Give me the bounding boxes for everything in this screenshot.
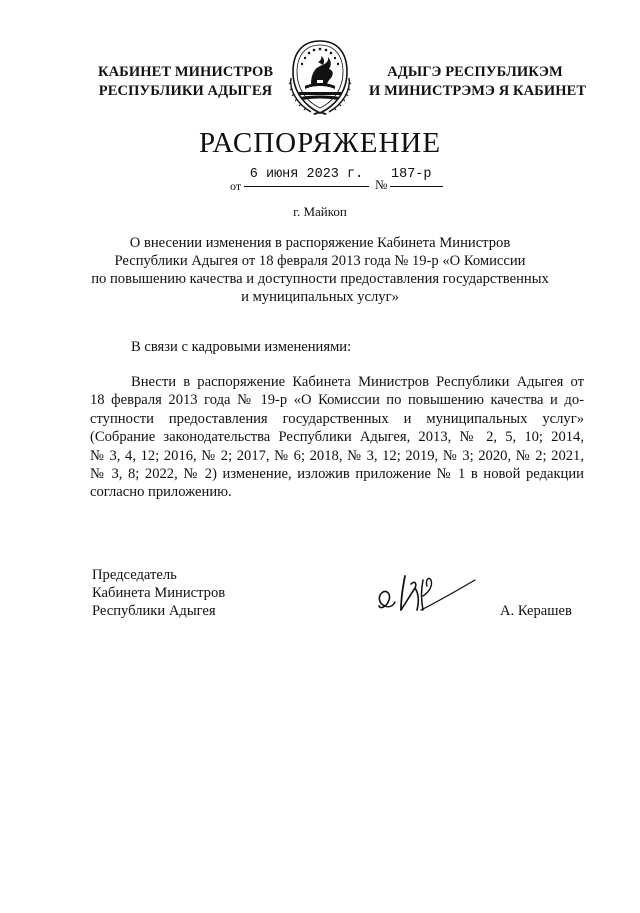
paragraph-line: 18 февраля 2013 года № 19-р «О Комиссии по повышению качества и до- <box>90 392 584 409</box>
main-paragraph <box>90 373 584 502</box>
paragraph-line: Внести в распоряжение Кабинета Министров Республики Адыгея от <box>131 374 584 390</box>
issuer-name-adyghe <box>369 63 587 101</box>
paragraph-line: № 3, 4, 12; 2016, № 2; 2017, № 6; 2018, № 3, 12; 2019, № 3; 2020, № 2; 2021, <box>90 447 584 464</box>
preamble: В связи с кадровыми изменениями: <box>131 339 352 355</box>
paragraph-line: № 3, 8; 2022, № 2) изменение, изложив приложение № 1 в новой редакции <box>90 466 584 483</box>
number-label: № <box>375 177 388 192</box>
city: г. Майкоп <box>293 204 347 219</box>
document-date: 6 июня 2023 г. <box>244 166 369 187</box>
subject-line: и муниципальных услуг» <box>241 289 399 305</box>
subject-line: О внесении изменения в распоряжение Кабинета Министров <box>129 235 511 251</box>
position-line: Кабинета Министров <box>92 585 226 601</box>
paragraph-line: (Собрание законодательства Республики Адыгея, 2013, № 2, 5, 10; 2014, <box>90 429 584 446</box>
issuer-line-1-adyghe: АДЫГЭ РЕСПУБЛИКЭМ <box>387 64 563 80</box>
issuer-line-1: КАБИНЕТ МИНИСТРОВ <box>98 64 274 80</box>
subject-line: Республики Адыгея от 18 февраля 2013 года № 19-р «О Комиссии <box>114 253 526 269</box>
subject-line: по повышению качества и доступности предоставления государственных <box>91 271 549 287</box>
document-number: 187-р <box>390 166 443 187</box>
document-title: РАСПОРЯЖЕНИЕ <box>198 127 442 159</box>
position-line: Республики Адыгея <box>92 603 216 619</box>
handwritten-signature-icon <box>371 566 481 622</box>
document-subject <box>60 234 580 306</box>
date-and-number-line <box>0 166 640 196</box>
signatory-position <box>92 566 225 620</box>
paragraph-line: ступности предоставления государственных и муниципальных услуг» <box>90 410 584 427</box>
paragraph-line: согласно приложению. <box>90 484 232 501</box>
position-line: Председатель <box>92 567 177 583</box>
signatory-name: А. Керашев <box>500 603 572 619</box>
issuer-line-2: РЕСПУБЛИКИ АДЫГЕЯ <box>98 83 273 99</box>
date-label: от <box>230 179 242 193</box>
issuer-name-russian <box>98 63 273 101</box>
coat-of-arms-icon <box>287 38 353 116</box>
issuer-line-2-adyghe: И МИНИСТРЭМЭ Я КАБИНЕТ <box>369 83 587 99</box>
